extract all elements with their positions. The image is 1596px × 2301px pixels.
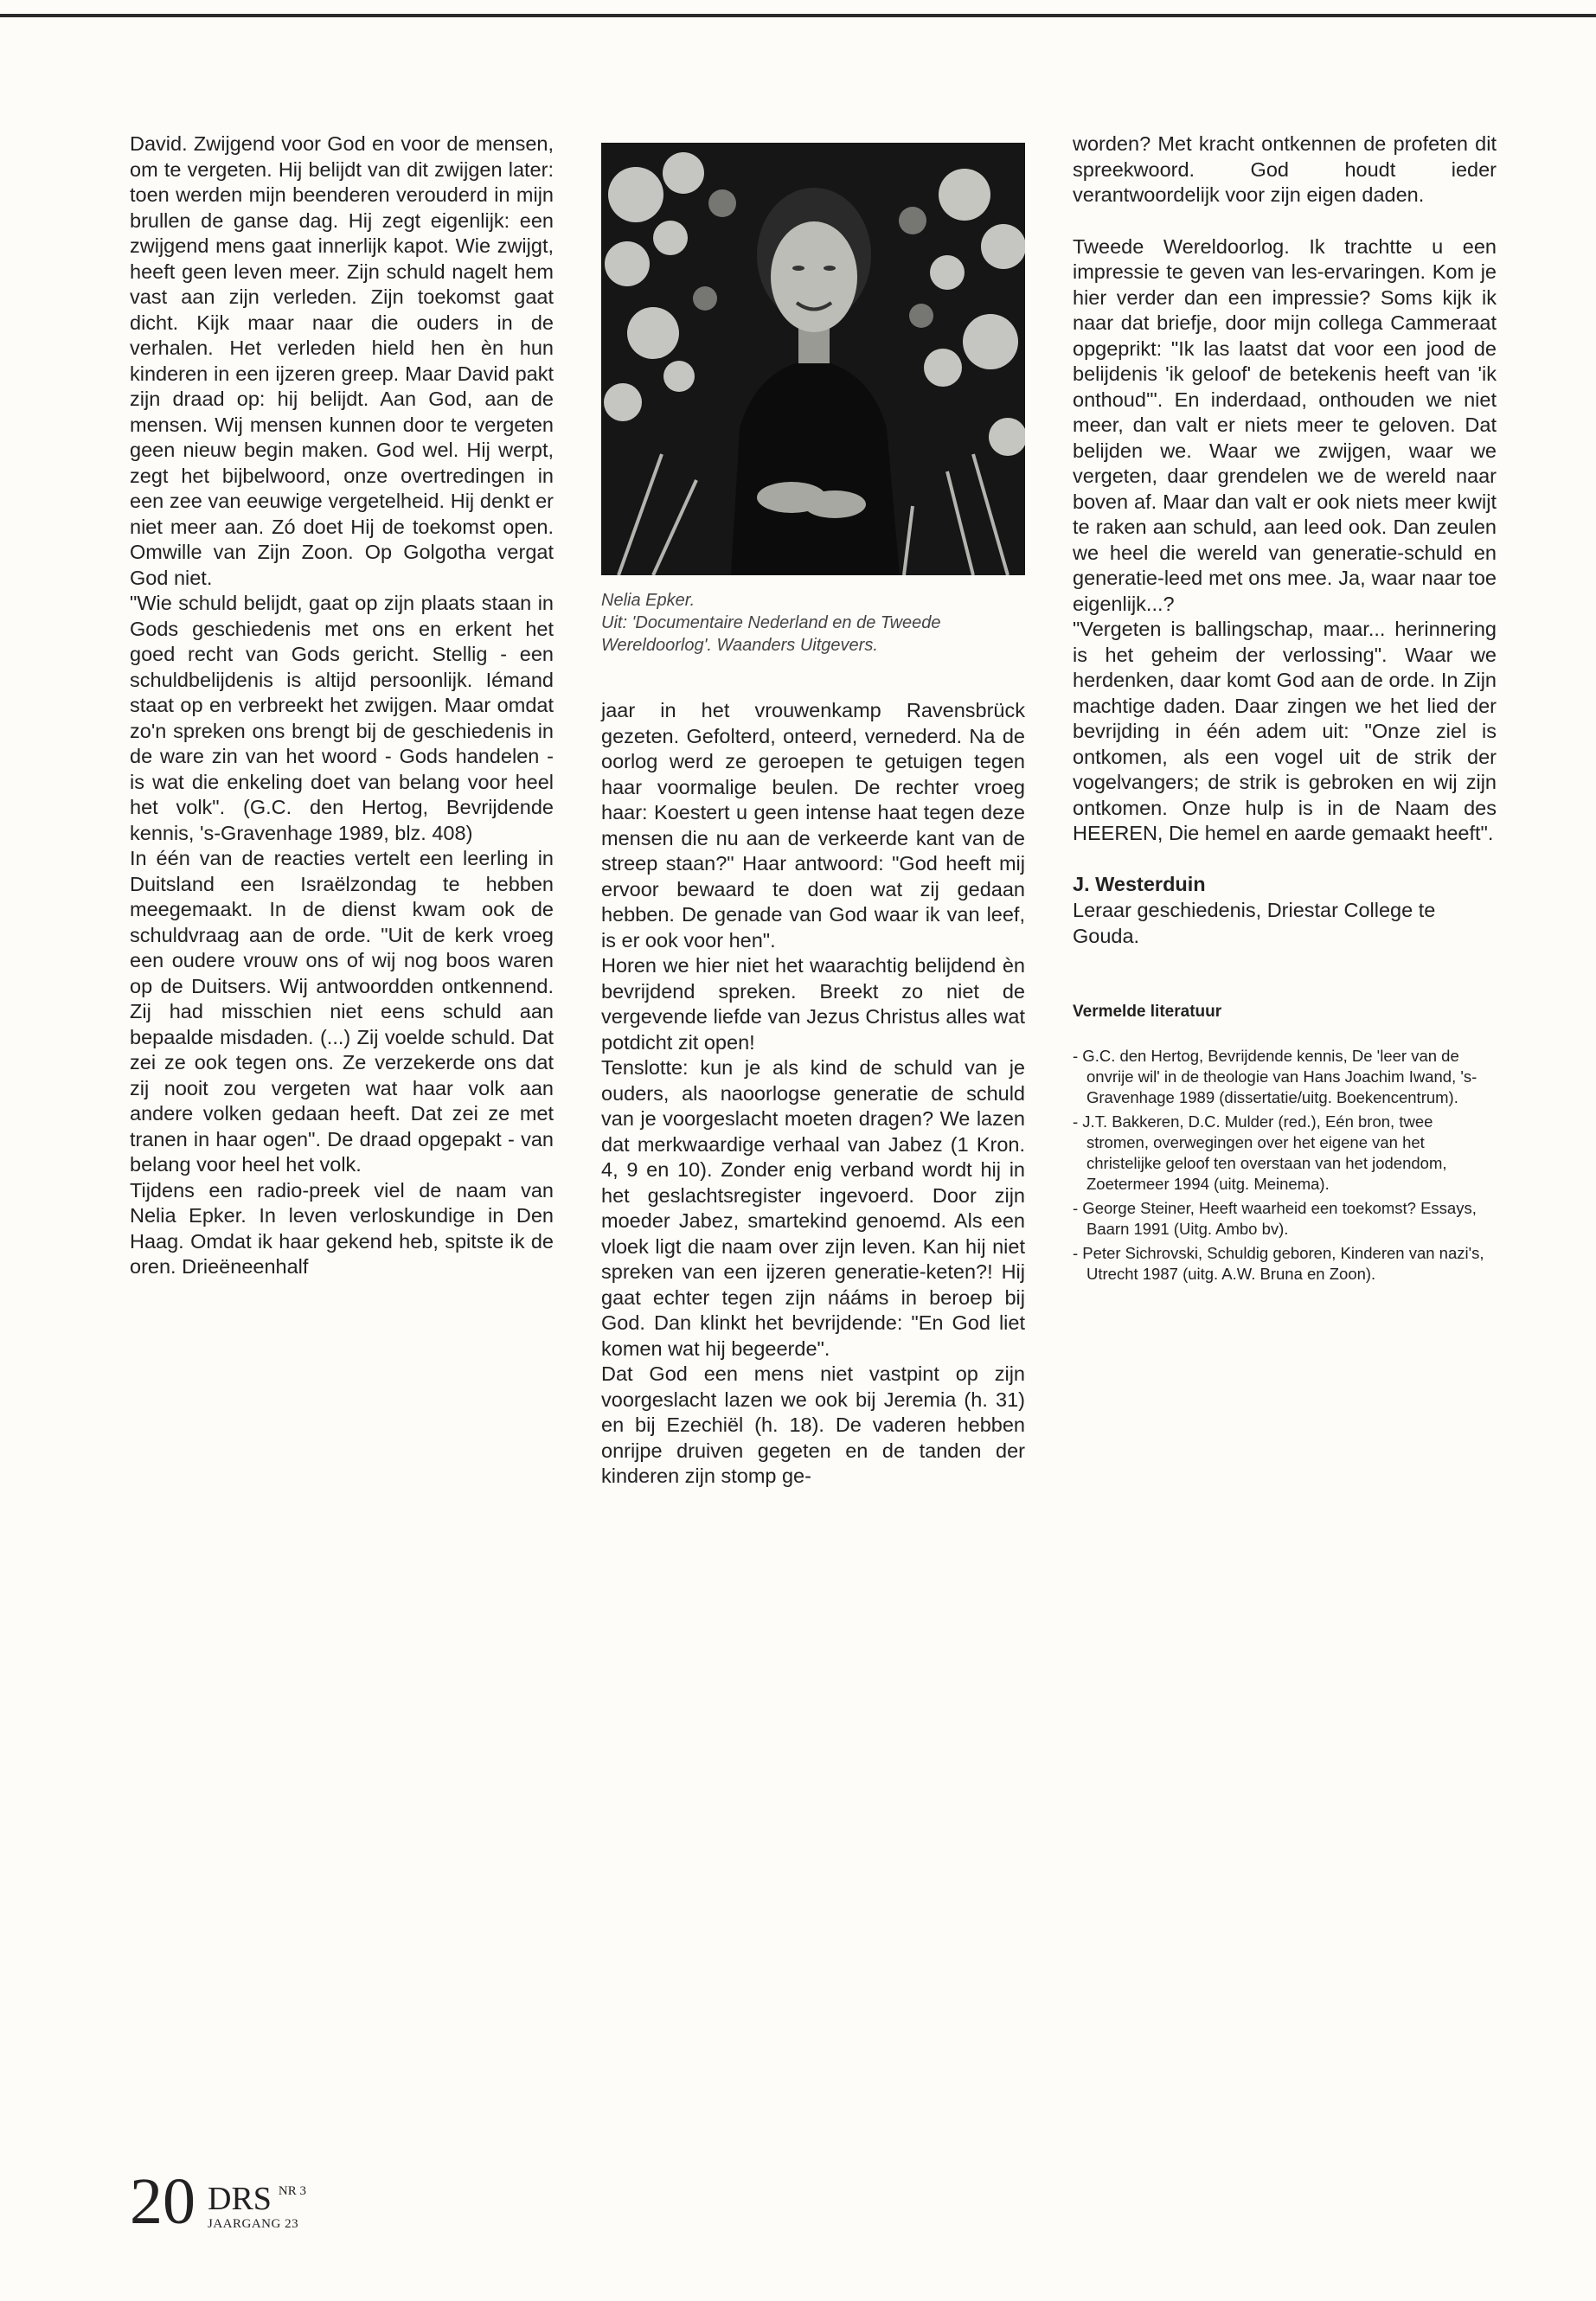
literature-item: - Peter Sichrovski, Schuldig geboren, Kinderen van nazi's, Utrecht 1987 (uitg. A.W. Bruna en Zoon).: [1073, 1243, 1484, 1283]
column-3-text-a: [1073, 131, 1497, 208]
paragraph: worden? Met kracht ontkennen de profeten dit spreekwoord. God houdt ieder verantwoordelijk voor zijn eigen daden.: [1073, 132, 1497, 206]
magazine-name: DRS: [208, 2181, 272, 2217]
literature-item: - J.T. Bakkeren, D.C. Mulder (red.), Eén bron, twee stromen, overwegingen over het eigene van het christelijke geloof ten overstaan van het jodendom, Zoetermeer 1994 (uitg. Meinema).: [1073, 1112, 1447, 1193]
paragraph: In één van de reacties vertelt een leerling in Duitsland een Israëlzondag te hebben meegemaakt. In de dienst kwam ook de schuldvraag aan de orde. "Uit de kerk vroeg een oudere vrouw ons of wij nog boos waren op de Duitsers. Wij antwoordden ontkennend. Zij had misschien niet eens schuld aan bepaalde misdaden. (...) Zij voelde schuld. Dat zei ze ook tegen ons. Ze verzekerde ons dat zij nooit zou vergeten wat haar volk aan andere volken gedaan heeft. Dat zei ze met tranen in haar ogen". De draad opgepakt - van belang voor heel het volk.: [130, 847, 554, 1176]
caption-line: Uit: 'Documentaire Nederland en de Tweede Wereldoorlog'. Waanders Uitgevers.: [601, 613, 941, 655]
masthead: [208, 2182, 306, 2232]
paragraph: Dat God een mens niet vastpint op zijn voorgeslacht lazen we ook bij Jeremia (h. 31) en bij Ezechiël (h. 18). De vaderen hebben onrijpe druiven gegeten en de tanden der kinderen zijn stomp ge-: [601, 1362, 1025, 1487]
volume: JAARGANG 23: [208, 2217, 299, 2231]
author-name: J. Westerduin: [1073, 872, 1206, 895]
author-role: Leraar geschiedenis, Driestar College te Gouda.: [1073, 898, 1436, 947]
issue-number: NR 3: [278, 2184, 307, 2198]
literature-list: [1073, 1046, 1497, 1285]
literature-item: - George Steiner, Heeft waarheid een toekomst? Essays, Baarn 1991 (Uitg. Ambo bv).: [1073, 1198, 1477, 1238]
column-2: [601, 143, 1025, 1490]
paragraph: Tweede Wereldoorlog. Ik trachtte u een impressie te geven van les-ervaringen. Kom je hier verder dan een impressie? Soms kijk ik naar dat briefje, door mijn collega Cammeraat opgeprikt: "Ik las laatst dat voor een jood de belijdenis 'ik geloof' de betekenis heeft van 'ik onthoud'". En inderdaad, onthouden we niet meer, dan valt er niets meer te geloven. Dat belijden we. Waar we zwijgen, waar we vergeten, daar grendelen we de wereld naar boven af. Maar dan valt er ook niets meer kwijt te raken aan schuld, aan leed ook. Dan zeulen we heel die wereld van generatie-schuld en generatie-leed met ons mee. Ja, waar naar toe eigenlijk...?: [1073, 234, 1497, 615]
page-footer: [130, 2165, 307, 2238]
literature-item: - G.C. den Hertog, Bevrijdende kennis, De 'leer van de onvrije wil' in de theologie van Hans Joachim Iwand, 's-Gravenhage 1989 (dissertatie/uitg. Boekencentrum).: [1073, 1046, 1477, 1106]
portrait-photo: [601, 143, 1025, 575]
paragraph: "Vergeten is ballingschap, maar... herinnering is het geheim der verlossing". Waar we herdenken, daar komt God aan de orde. In Zijn machtige daden. Daar zingen we het lied der bevrijding in één adem uit: "Onze ziel is ontkomen, als een vogel uit de strik der vogelvangers; de strik is gebroken en wij zijn ontkomen. Onze hulp is in de Naam des HEEREN, Die hemel en aarde gemaakt heeft".: [1073, 618, 1497, 844]
paragraph: Tenslotte: kun je als kind de schuld van je ouders, als naoorlogse generatie de schuld van je voorgeslacht moeten dragen? We lazen dat merkwaardige verhaal van Jabez (1 Kron. 4, 9 en 10). Zonder enig verband wordt hij in het geslachtsregister ingevoerd. Door zijn moeder Jabez, smartekind genoemd. Als een vloek ligt die naam over zijn leven. Kan hij niet spreken van een ijzeren generatie-keten?! Hij gaat echter tegen zijn nááms in beroep bij God. Dan klinkt het bevrijdende: "En God liet komen wat hij begeerde".: [601, 1056, 1025, 1360]
paragraph: David. Zwijgend voor God en voor de mensen, om te vergeten. Hij belijdt van dit zwijgen later: toen werden mijn beenderen verouderd in mijn brullen de ganse dag. Hij zegt eigenlijk: een zwijgend mens gaat innerlijk kapot. Wie zwijgt, heeft geen leven meer. Zijn schuld nagelt hem vast aan zijn verleden. Zijn toekomst gaat dicht. Kijk maar naar die ouders in de verhalen. Het verleden hield hen èn hun kinderen in een ijzeren greep. Maar David pakt zijn draad op: hij belijdt. Aan God, aan de mensen. Wij mensen kunnen door te vergeten geen nieuw begin maken. God wel. Hij werpt, zegt het bijbelwoord, onze overtredingen in een zee van eeuwige vergetelheid. Hij denkt er niet meer aan. Zó doet Hij de toekomst open. Omwille van Zijn Zoon. Op Golgotha vergat God niet.: [130, 132, 554, 589]
page-number: 20: [130, 2165, 195, 2238]
paragraph: Horen we hier niet het waarachtig belijdend èn bevrijdend spreken. Breekt zo niet de vergevende liefde van Jezus Christus alles wat potdicht zit open!: [601, 954, 1025, 1054]
top-rule: [0, 14, 1596, 17]
column-3-text-b: [1073, 234, 1497, 847]
column-1-text: [130, 131, 554, 1280]
column-1: [130, 131, 554, 1280]
literature-title: Vermelde literatuur: [1073, 1002, 1222, 1021]
photo-caption: [601, 589, 1025, 657]
column-2-text: [601, 698, 1025, 1490]
caption-line: Nelia Epker.: [601, 591, 695, 610]
paragraph: jaar in het vrouwenkamp Ravensbrück gezeten. Gefolterd, onteerd, vernederd. Na de oorlog werd ze geroepen te getuigen tegen haar voormalige beulen. De rechter vroeg haar: Koestert u geen intense haat tegen deze mensen die nu aan de verkeerde kant van de streep staan?" Haar antwoord: "God heeft mij ervoor bewaard te doen wat zij gedaan hebben. De genade van God waar ik van leef, is er ook voor hen".: [601, 699, 1025, 952]
column-3: [1073, 131, 1497, 1288]
paragraph: Tijdens een radio-preek viel de naam van Nelia Epker. In leven verloskundige in Den Haag. Omdat ik haar gekend heb, spitste ik de oren. Drieëneenhalf: [130, 1178, 554, 1278]
paragraph: "Wie schuld belijdt, gaat op zijn plaats staan in Gods geschiedenis met ons en erkent het goed recht van Gods gericht. Stellig - een schuldbelijdenis is altijd persoonlijk. Iémand staat op en verbreekt het zwijgen. Maar omdat zo'n spreken ons brengt bij de geschiedenis in de ware zin van het woord - Gods handelen - is wat die enkeling doet van belang voor heel het volk". (G.C. den Hertog, Bevrijdende kennis, 's-Gravenhage 1989, blz. 408): [130, 592, 554, 844]
